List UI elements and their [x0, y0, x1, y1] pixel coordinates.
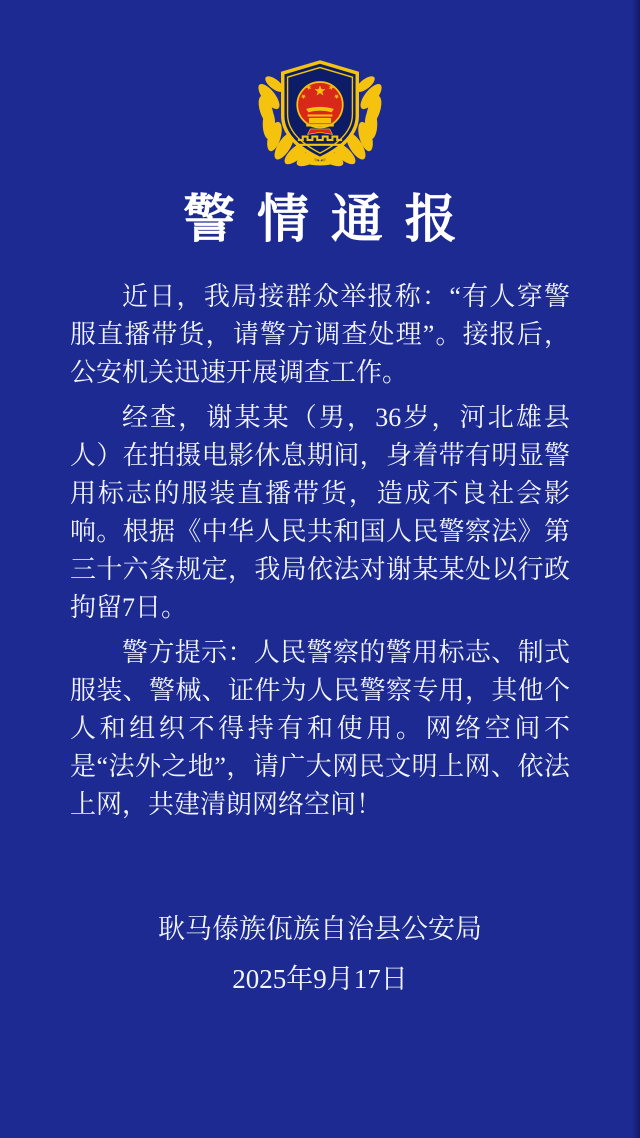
badge-container	[0, 0, 640, 170]
notice-footer	[0, 910, 640, 998]
notice-paragraph-2: 经查，谢某某（男，36岁，河北雄县人）在拍摄电影休息期间，身着带有明显警用标志的服装直播带货，造成不良社会影响。根据《中华人民共和国人民警察法》第三十六条规定，我局依法对谢某某处以行政拘留7日。	[70, 403, 570, 622]
issue-date: 2025年9月17日	[232, 964, 408, 994]
issuing-agency: 耿马傣族佤族自治县公安局	[158, 914, 482, 944]
china-police-badge-icon	[251, 52, 389, 170]
notice-paragraph-3: 警方提示：人民警察的警用标志、制式服装、警械、证件为人民警察专用，其他个人和组织不得持有和使用。网络空间不是“法外之地”，请广大网民文明上网、依法上网，共建清朗网络空间！	[70, 638, 570, 819]
notice-body	[70, 278, 570, 824]
notice-title: 警情通报	[183, 192, 479, 249]
notice-paragraph-1: 近日，我局接群众举报称：“有人穿警服直播带货，请警方调查处理”。接报后，公安机关迅速开展调查工作。	[70, 282, 570, 387]
